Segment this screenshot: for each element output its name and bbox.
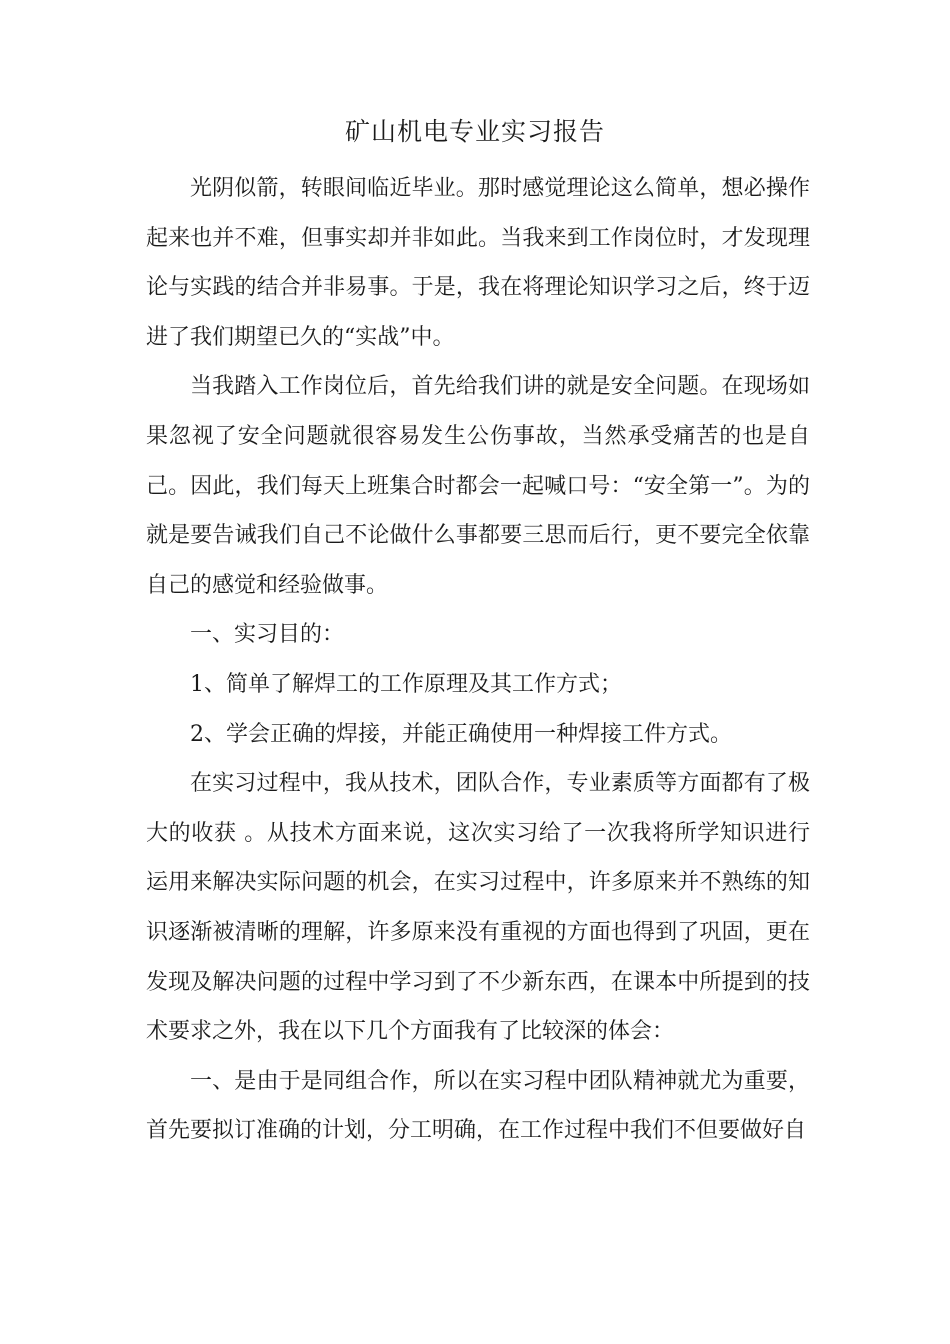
section-heading-purpose: 一、实习目的： xyxy=(190,622,345,648)
list-item-purpose-1: 1、简单了解焊工的工作原理及其工作方式； xyxy=(190,671,622,697)
paragraph-intro: 光阴似箭，转眼间临近毕业。那时感觉理论这么简单，想必操作起来也并不难，但事实却并非如此。当我来到工作岗位时，才发现理论与实践的结合并非易事。于是，我在将理论知识学习之后，终于迈进了我们期望已久的“实战”中。 xyxy=(146,176,810,350)
paragraph-teamwork: 一、是由于是同组合作，所以在实习程中团队精神就尤为重要，首先要拟订准确的计划，分工明确，在工作过程中我们不但要做好自 xyxy=(146,1068,810,1144)
paragraph-gains: 在实习过程中，我从技术，团队合作，专业素质等方面都有了极大的收获 。从技术方面来说，这次实习给了一次我将所学知识进行运用来解决实际问题的机会，在实习过程中，许多原来并不熟练的知识逐渐被清晰的理解，许多原来没有重视的方面也得到了巩固，更在发现及解决问题的过程中学习到了不少新东西，在课本中所提到的技术要求之外，我在以下几个方面我有了比较深的体会： xyxy=(146,771,810,1045)
list-item-purpose-2: 2、学会正确的焊接，并能正确使用一种焊接工件方式。 xyxy=(190,721,732,747)
document-title: 矿山机电专业实习报告 xyxy=(344,117,605,146)
paragraph-safety: 当我踏入工作岗位后，首先给我们讲的就是安全问题。在现场如果忽视了安全问题就很容易发生公伤事故，当然承受痛苦的也是自己。因此，我们每天上班集合时都会一起喊口号：“安全第一”。为的就是要告诫我们自己不论做什么事都要三思而后行，更不要完全依靠自己的感觉和经验做事。 xyxy=(146,374,810,598)
document-body xyxy=(146,164,810,1156)
